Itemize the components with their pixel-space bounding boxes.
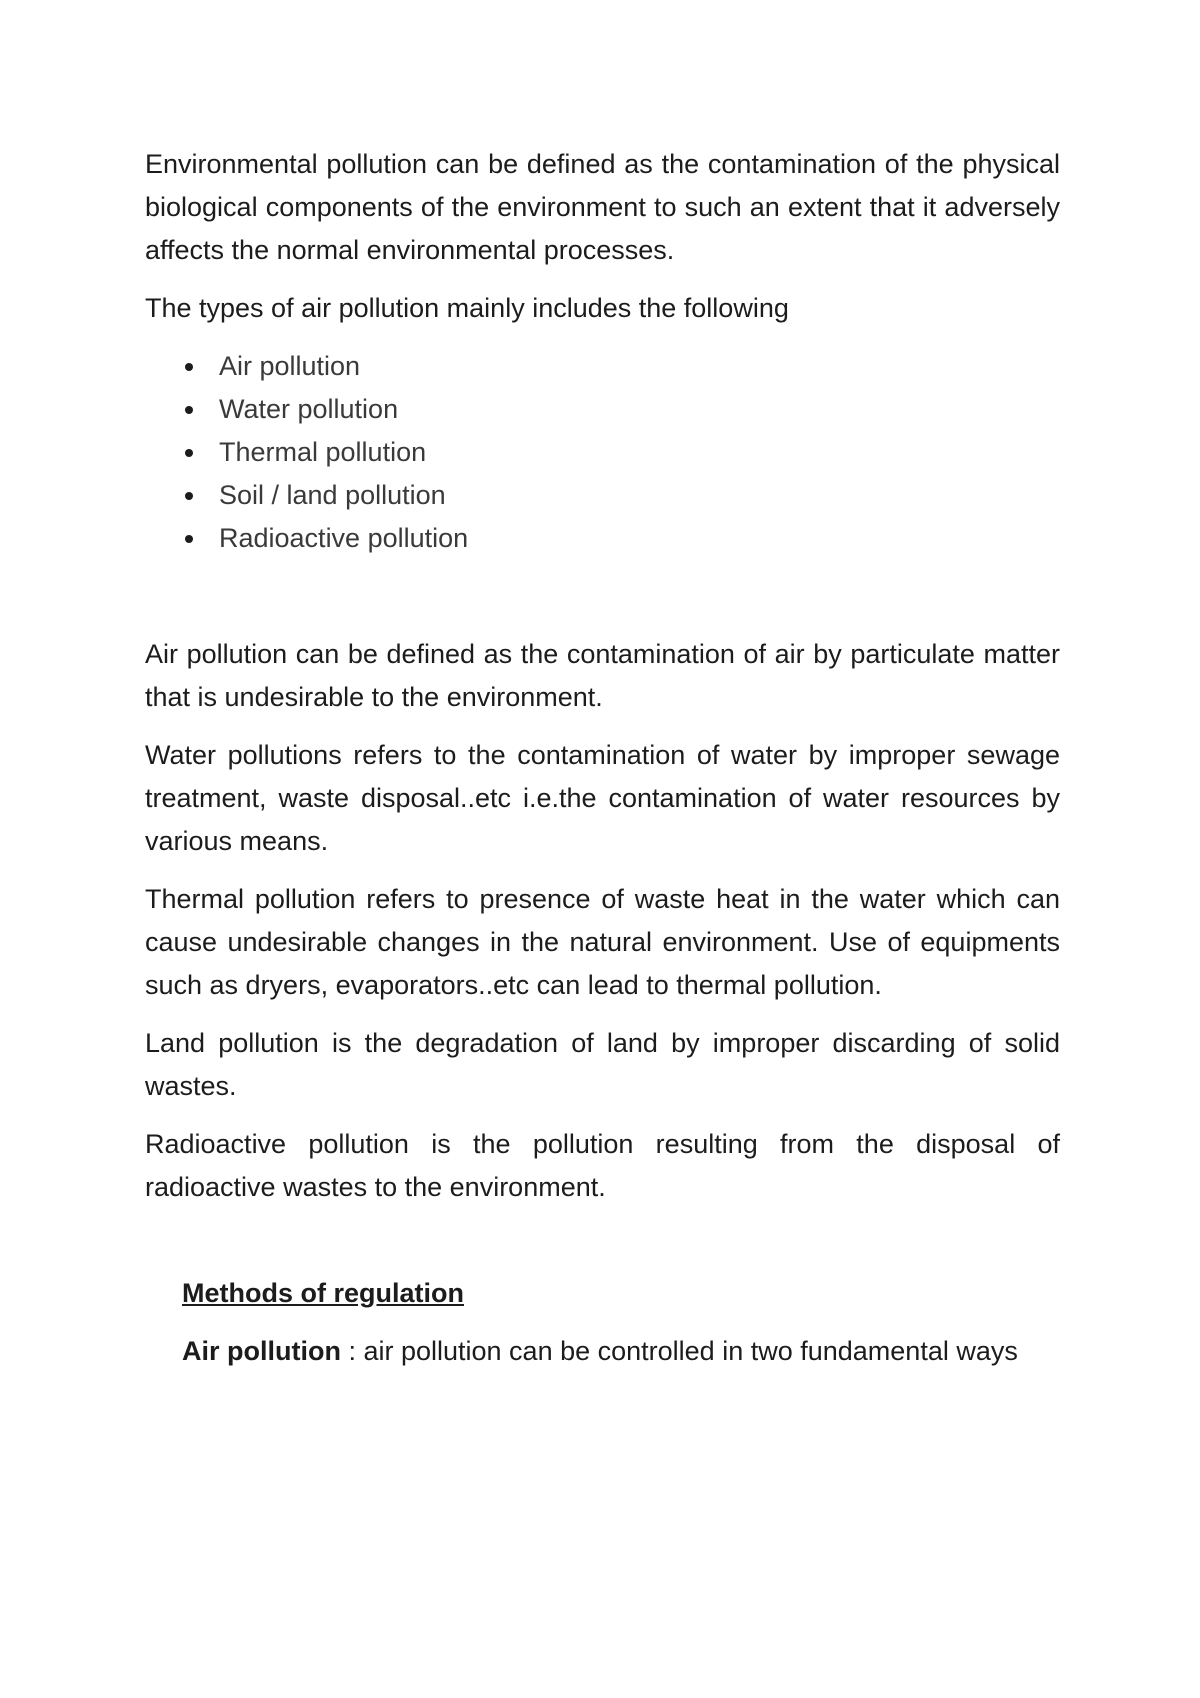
list-item <box>145 345 1060 388</box>
list-item-label: Radioactive pollution <box>219 523 469 553</box>
water-pollution-definition: Water pollutions refers to the contamination of water by improper sewage treatment, waste disposal..etc i.e.the contamination of water resources by various means. <box>145 740 1060 856</box>
radioactive-pollution-definition: Radioactive pollution is the pollution resulting from the disposal of radioactive wastes to the environment. <box>145 1129 1060 1202</box>
document-body <box>145 143 1060 1388</box>
land-pollution-definition: Land pollution is the degradation of land by improper discarding of solid wastes. <box>145 1028 1060 1101</box>
list-item <box>145 388 1060 431</box>
list-item <box>145 517 1060 560</box>
pollution-types-list <box>145 345 1060 560</box>
list-item <box>145 474 1060 517</box>
bullet-icon <box>185 535 193 543</box>
bullet-icon <box>185 363 193 371</box>
list-item <box>145 431 1060 474</box>
air-regulation-paragraph <box>145 1330 1060 1373</box>
list-item-label: Thermal pollution <box>219 437 427 467</box>
intro-paragraph: Environmental pollution can be defined as the contamination of the physical biological components of the environment to such an extent that it adversely affects the normal environmental processes. <box>145 149 1060 265</box>
air-regulation-text: : air pollution can be controlled in two fundamental ways <box>340 1336 1018 1366</box>
blank-line <box>145 575 1060 633</box>
types-intro: The types of air pollution mainly includes the following <box>145 293 789 323</box>
bullet-icon <box>185 449 193 457</box>
list-item-label: Soil / land pollution <box>219 480 446 510</box>
thermal-pollution-definition: Thermal pollution refers to presence of waste heat in the water which can cause undesirable changes in the natural environment. Use of equipments such as dryers, evaporators..etc can lead to thermal pollution. <box>145 884 1060 1000</box>
list-item-label: Air pollution <box>219 351 361 381</box>
bullet-icon <box>185 406 193 414</box>
air-pollution-definition: Air pollution can be defined as the contamination of air by particulate matter that is undesirable to the environment. <box>145 639 1060 712</box>
list-item-label: Water pollution <box>219 394 399 424</box>
bullet-icon <box>185 492 193 500</box>
air-regulation-label: Air pollution <box>182 1336 341 1366</box>
regulation-heading: Methods of regulation <box>182 1278 464 1308</box>
